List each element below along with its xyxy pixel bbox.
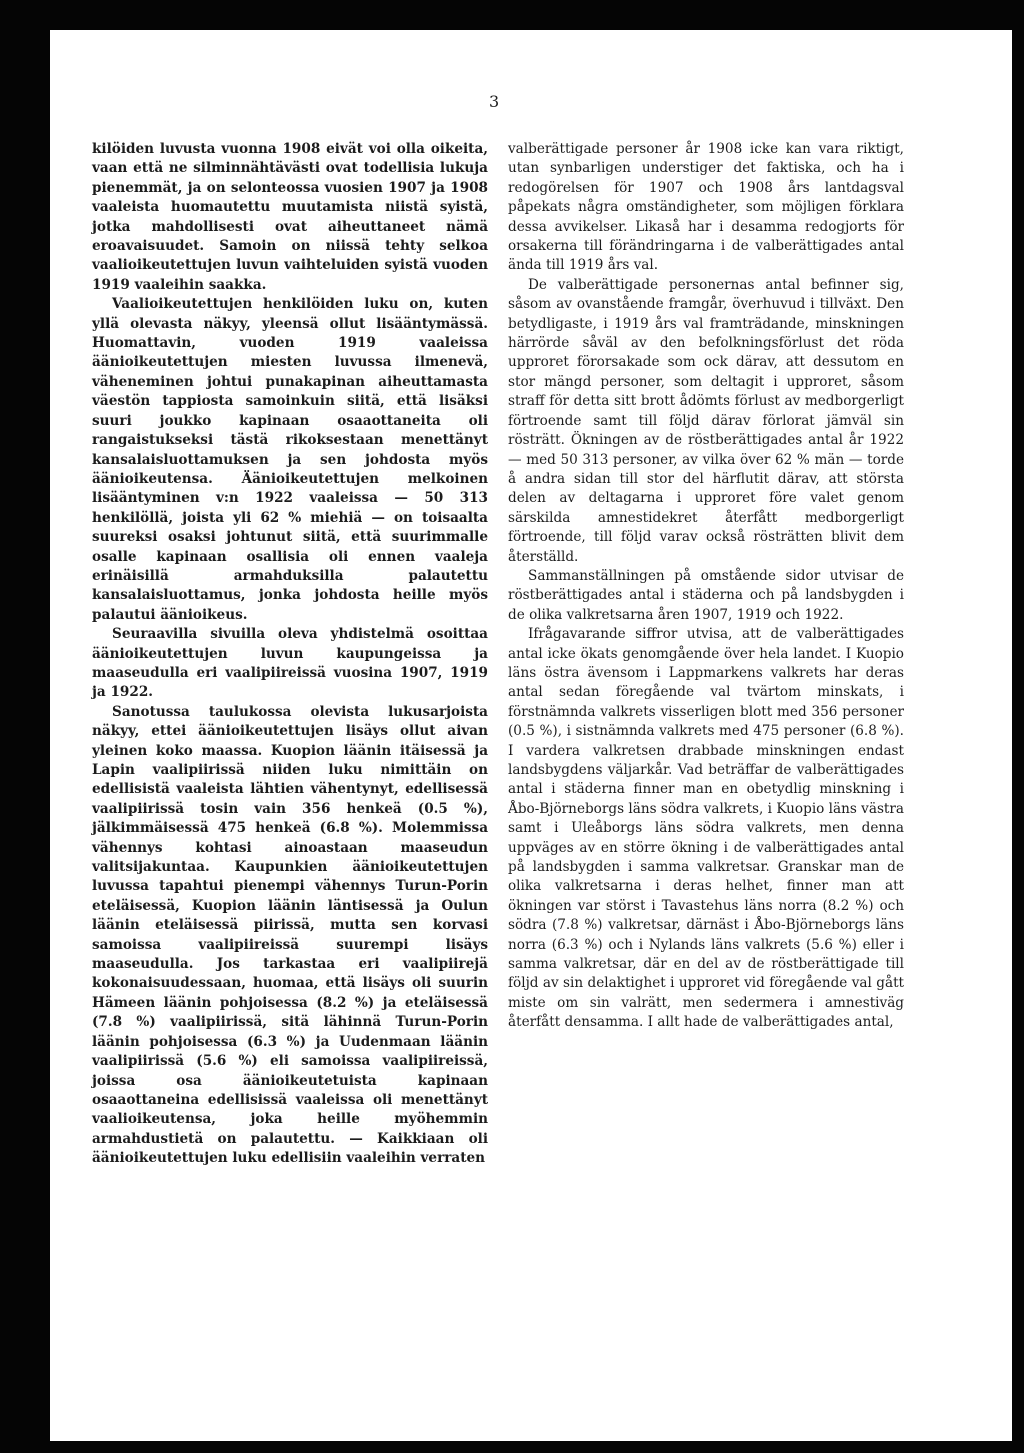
- scan-border-top: [0, 0, 1024, 30]
- paragraph: Seuraavilla sivuilla oleva yhdistelmä osoittaa äänioikeutettujen luvun kaupungeissa ja maaseudulla eri vaalipiireissä vuosina 1907, 1919 ja 1922.: [92, 626, 488, 701]
- scan-border-left: [0, 0, 50, 1453]
- paragraph: valberättigade personer år 1908 icke kan vara riktigt, utan synbarligen understiger det faktiska, och ha i redogörelsen för 1907 och 1908 års lantdagsval påpekats några omständigheter, som möjligen förklara dessa avvikelser. Likaså har i desamma redogjorts för orsakerna till förändringarna i de valberättigades antal ända till 1919 års val.: [508, 141, 904, 274]
- paragraph: Ifrågavarande siffror utvisa, att de valberättigades antal icke ökats genomgående över hela landet. I Kuopio läns östra ävensom i Lappmarkens valkrets har deras antal sedan föregående val tvärtom minskats, i förstnämnda valkrets visserligen blott med 356 personer (0.5 %), i sistnämnda valkrets med 475 personer (6.8 %). I vardera valkretsen drabbade minskningen endast landsbygdens väljarkår. Vad beträffar de valberättigades antal i städerna finner man en obetydlig minskning i Åbo-Björneborgs läns södra valkrets, i Kuopio läns västra samt i Uleåborgs läns södra valkrets, men denna uppväges av en större ökning i de valberättigades antal på landsbygden i samma valkretsar. Granskar man de olika valkretsarna i deras helhet, finner man att ökningen var störst i Tavastehus läns norra (8.2 %) och södra (7.8 %) valkretsar, därnäst i Åbo-Björneborgs läns norra (6.3 %) och i Nylands läns valkrets (5.6 %) eller i samma valkretsar, där en del av de röstberättigade till följd av sin delaktighet i upproret vid föregående val gått miste om sin valrätt, men sedermera i amnestiväg återfått densamma. I allt hade de valberättigades antal,: [508, 626, 904, 1031]
- swedish-text-column: [508, 140, 904, 1033]
- scan-border-right: [1012, 0, 1024, 1453]
- finnish-text-column: [92, 140, 488, 1169]
- paragraph: Vaalioikeutettujen henkilöiden luku on, kuten yllä olevasta näkyy, yleensä ollut lisääntymässä. Huomattavin, vuoden 1919 vaaleissa äänioikeutettujen miesten luvussa ilmenevä, väheneminen johtui punakapinan aiheuttamasta väestön tappiosta samoinkuin siitä, että lisäksi suuri joukko kapinaan osaaottaneita oli rangaistukseksi tästä rikoksestaan menettänyt kansalaisluottamuksen ja sen johdosta myös äänioikeutensa. Äänioikeutettujen melkoinen lisääntyminen v:n 1922 vaaleissa — 50 313 henkilöllä, joista yli 62 % miehiä — on toisaalta suureksi osaksi johtunut siitä, että suurimmalle osalle kapinaan osallisia oli ennen vaaleja erinäisillä armahduksilla palautettu kansalaisluottamus, jonka johdosta heille myös palautui äänioikeus.: [92, 296, 488, 623]
- paragraph: De valberättigade personernas antal befinner sig, såsom av ovanstående framgår, överhuvud i tillväxt. Den betydligaste, i 1919 års val framträdande, minskningen härrörde såväl av den befolkningsförlust det röda upproret förorsakade som ock därav, att dessutom en stor mängd personer, som deltagit i upproret, såsom straff för detta sitt brott ådömts förlust av medborgerligt förtroende samt till följd därav förlorat jämväl sin rösträtt. Ökningen av de röstberättigades antal år 1922 — med 50 313 personer, av vilka över 62 % män — torde å andra sidan till stor del härflutit därav, att största delen av deltagarna i upproret före valet genom särskilda amnestidekret återfått medborgerligt förtroende, till följd varav också rösträtten blivit dem återställd.: [508, 276, 904, 565]
- paragraph: Sammanställningen på omstående sidor utvisar de röstberättigades antal i städerna och på landsbygden i de olika valkretsarna åren 1907, 1919 och 1922.: [508, 567, 904, 623]
- scan-border-bottom: [0, 1441, 1024, 1453]
- page-number: 3: [489, 92, 500, 111]
- paragraph: Sanotussa taulukossa olevista lukusarjoista näkyy, ettei äänioikeutettujen lisäys ollut aivan yleinen koko maassa. Kuopion läänin itäisessä ja Lapin vaalipiirissä niiden luku nimittäin on edellisistä vaaleista lähtien vähentynyt, edellisessä vaalipiirissä tosin vain 356 henkeä (0.5 %), jälkimmäisessä 475 henkeä (6.8 %). Molemmissa vähennys kohtasi ainoastaan maaseudun valitsijakuntaa. Kaupunkien äänioikeutettujen luvussa tapahtui pienempi vähennys Turun-Porin eteläisessä, Kuopion läänin läntisessä ja Oulun läänin eteläisessä piirissä, mutta sen korvasi samoissa vaalipiireissä suurempi lisäys maaseudulla. Jos tarkastaa eri vaalipiirejä kokonaisuudessaan, huomaa, että lisäys oli suurin Hämeen läänin pohjoisessa (8.2 %) ja eteläisessä (7.8 %) vaalipiirissä, sitä lähinnä Turun-Porin läänin pohjoisessa (6.3 %) ja Uudenmaan läänin vaalipiirissä (5.6 %) eli samoissa vaalipiireissä, joissa osa äänioikeutetuista kapinaan osaaottaneina edellisissä vaaleissa oli menettänyt vaalioikeutensa, joka heille myöhemmin armahdustietä on palautettu. — Kaikkiaan oli äänioikeutettujen luku edellisiin vaaleihin verraten: [92, 703, 488, 1167]
- paragraph: kilöiden luvusta vuonna 1908 eivät voi olla oikeita, vaan että ne silminnähtävästi ovat todellisia lukuja pienemmät, ja on selonteossa vuosien 1907 ja 1908 vaaleista huomautettu muutamista niistä syistä, jotka mahdollisesti ovat aiheuttaneet nämä eroavaisuudet. Samoin on niissä tehty selkoa vaalioikeutettujen luvun vaihteluiden syistä vuoden 1919 vaaleihin saakka.: [92, 141, 488, 293]
